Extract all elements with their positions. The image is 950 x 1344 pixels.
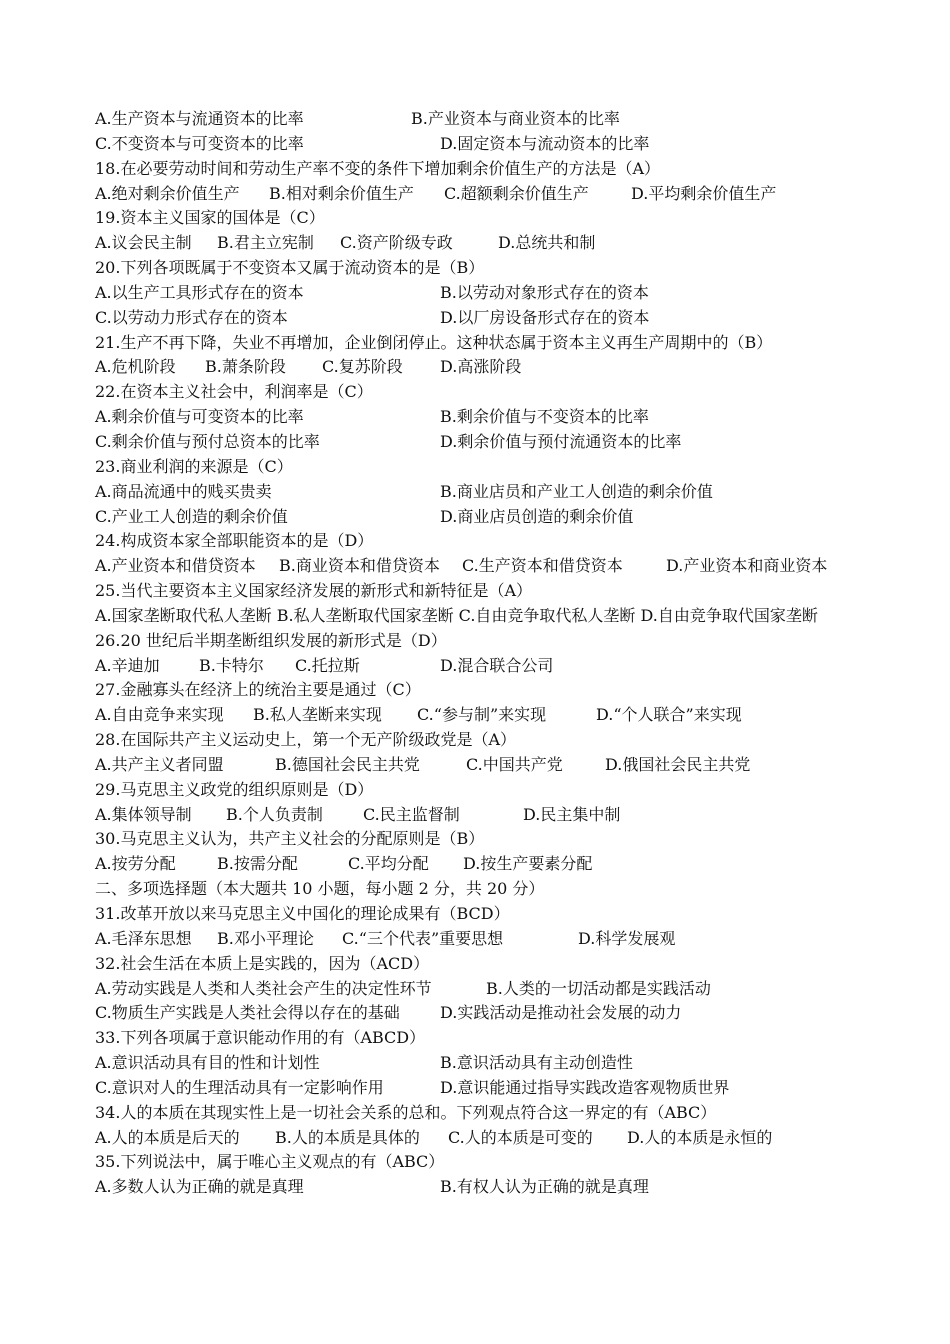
question-text: 33.下列各项属于意识能动作用的有（ABCD） <box>95 1028 426 1048</box>
answer-option: B.德国社会民主共党 <box>275 754 420 774</box>
answer-option: C.民主监督制 <box>363 804 460 824</box>
option-row <box>95 107 865 132</box>
answer-option: A.辛迪加 <box>95 655 160 675</box>
option-row <box>95 430 865 455</box>
answer-option: A.危机阶段 <box>95 357 176 377</box>
answer-option: D.“个人联合”来实现 <box>596 705 742 725</box>
answer-option: A.多数人认为正确的就是真理 <box>95 1177 304 1197</box>
question-text: 27.金融寡头在经济上的统治主要是通过（C） <box>95 680 421 700</box>
answer-option: B.人的本质是具体的 <box>275 1127 420 1147</box>
answer-option: C.资产阶级专政 <box>340 233 453 253</box>
question-text: 22.在资本主义社会中，利润率是（C） <box>95 382 373 402</box>
text-line: 二、多项选择题（本大题共 10 小题，每小题 2 分，共 20 分） <box>95 879 545 899</box>
answer-option: A.以生产工具形式存在的资本 <box>95 282 304 302</box>
option-row <box>95 803 865 828</box>
question-text: 31.改革开放以来马克思主义中国化的理论成果有（BCD） <box>95 904 510 923</box>
answer-option: A.人的本质是后天的 <box>95 1127 240 1147</box>
answer-option: C.产业工人创造的剩余价值 <box>95 506 288 526</box>
option-row <box>95 480 865 505</box>
answer-option: D.意识能通过指导实践改造客观物质世界 <box>440 1077 730 1097</box>
answer-option: A.集体领导制 <box>95 804 192 824</box>
option-row <box>95 927 865 952</box>
question-text: 30.马克思主义认为，共产主义社会的分配原则是（B） <box>95 829 485 849</box>
answer-option: D.固定资本与流动资本的比率 <box>440 133 650 153</box>
answer-option: C.剩余价值与预付总资本的比率 <box>95 431 320 451</box>
text-line: A.国家垄断取代私人垄断 B.私人垄断取代国家垄断 C.自由竞争取代私人垄断 D.自由竞争取代国家垄断 <box>95 605 818 625</box>
answer-option: D.按生产要素分配 <box>463 854 593 874</box>
option-row <box>95 306 865 331</box>
answer-option: B.私人垄断来实现 <box>253 705 382 725</box>
question-text: 29.马克思主义政党的组织原则是（D） <box>95 779 374 799</box>
answer-option: C.物质生产实践是人类社会得以存在的基础 <box>95 1003 400 1023</box>
answer-option: C.中国共产党 <box>466 754 563 774</box>
answer-option: D.总统共和制 <box>498 233 596 253</box>
answer-option: D.民主集中制 <box>523 804 621 824</box>
answer-option: B.邓小平理论 <box>217 928 314 948</box>
answer-option: D.高涨阶段 <box>440 357 522 377</box>
question-text: 25.当代主要资本主义国家经济发展的新形式和新特征是（A） <box>95 581 533 601</box>
answer-option: B.按需分配 <box>217 854 298 874</box>
option-row <box>95 977 865 1002</box>
option-row <box>95 654 865 679</box>
answer-option: B.商业资本和借贷资本 <box>279 556 440 576</box>
question-text: 18.在必要劳动时间和劳动生产率不变的条件下增加剩余价值生产的方法是（A） <box>95 158 661 178</box>
option-row <box>95 852 865 877</box>
answer-option: C.不变资本与可变资本的比率 <box>95 133 304 153</box>
option-row <box>95 355 865 380</box>
answer-option: C.复苏阶段 <box>322 357 403 377</box>
option-row <box>95 1001 865 1026</box>
option-row <box>95 554 865 579</box>
option-row <box>95 405 865 430</box>
answer-option: B.君主立宪制 <box>217 233 314 253</box>
option-row <box>95 231 865 256</box>
answer-option: B.萧条阶段 <box>205 357 286 377</box>
answer-option: B.相对剩余价值生产 <box>269 183 414 203</box>
answer-option: D.剩余价值与预付流通资本的比率 <box>440 431 682 451</box>
answer-option: C.人的本质是可变的 <box>448 1127 593 1147</box>
answer-option: C.“参与制”来实现 <box>417 705 547 725</box>
answer-option: B.卡特尔 <box>199 655 264 675</box>
option-row <box>95 703 865 728</box>
answer-option: D.混合联合公司 <box>440 655 554 675</box>
question-text: 20.下列各项既属于不变资本又属于流动资本的是（B） <box>95 258 485 278</box>
answer-option: C.托拉斯 <box>295 655 360 675</box>
answer-option: C.以劳动力形式存在的资本 <box>95 307 288 327</box>
answer-option: A.议会民主制 <box>95 233 192 253</box>
answer-option: A.劳动实践是人类和人类社会产生的决定性环节 <box>95 978 432 998</box>
question-text: 32.社会生活在本质上是实践的，因为（ACD） <box>95 953 430 973</box>
option-row <box>95 1076 865 1101</box>
answer-option: D.俄国社会民主共党 <box>605 754 751 774</box>
answer-option: C.“三个代表”重要思想 <box>342 928 504 948</box>
answer-option: A.共产主义者同盟 <box>95 754 224 774</box>
answer-option: B.意识活动具有主动创造性 <box>440 1053 633 1073</box>
answer-option: B.个人负责制 <box>226 804 323 824</box>
option-row <box>95 1051 865 1076</box>
answer-option: D.实践活动是推动社会发展的动力 <box>440 1003 682 1023</box>
answer-option: C.平均分配 <box>348 854 429 874</box>
answer-option: B.有权人认为正确的就是真理 <box>440 1177 649 1197</box>
question-text: 34.人的本质在其现实性上是一切社会关系的总和。下列观点符合这一界定的有（ABC） <box>95 1102 717 1122</box>
answer-option: A.按劳分配 <box>95 854 176 874</box>
answer-option: D.以厂房设备形式存在的资本 <box>440 307 650 327</box>
answer-option: C.生产资本和借贷资本 <box>462 556 623 576</box>
answer-option: D.产业资本和商业资本 <box>666 556 828 576</box>
answer-option: A.生产资本与流通资本的比率 <box>95 109 304 128</box>
option-row <box>95 182 865 207</box>
answer-option: A.产业资本和借贷资本 <box>95 556 256 576</box>
option-row <box>95 281 865 306</box>
option-row <box>95 505 865 530</box>
answer-option: A.毛泽东思想 <box>95 928 192 948</box>
answer-option: D.人的本质是永恒的 <box>627 1127 773 1147</box>
question-text: 21.生产不再下降，失业不再增加，企业倒闭停止。这种状态属于资本主义再生产周期中的（B） <box>95 332 773 352</box>
answer-option: C.超额剩余价值生产 <box>444 183 589 203</box>
question-text: 26.20 世纪后半期垄断组织发展的新形式是（D） <box>95 630 447 650</box>
answer-option: D.科学发展观 <box>578 928 676 948</box>
answer-option: A.绝对剩余价值生产 <box>95 183 240 203</box>
option-row <box>95 753 865 778</box>
answer-option: B.人类的一切活动都是实践活动 <box>486 978 711 998</box>
answer-option: A.商品流通中的贱买贵卖 <box>95 481 272 501</box>
question-text: 19.资本主义国家的国体是（C） <box>95 208 325 228</box>
answer-option: C.意识对人的生理活动具有一定影响作用 <box>95 1077 384 1097</box>
option-row <box>95 1126 865 1151</box>
answer-option: D.平均剩余价值生产 <box>631 183 777 203</box>
answer-option: A.自由竞争来实现 <box>95 705 224 725</box>
answer-option: D.商业店员创造的剩余价值 <box>440 506 634 526</box>
answer-option: B.产业资本与商业资本的比率 <box>411 109 620 128</box>
answer-option: A.剩余价值与可变资本的比率 <box>95 407 304 427</box>
option-row <box>95 1175 865 1200</box>
option-row <box>95 132 865 157</box>
question-text: 35.下列说法中，属于唯心主义观点的有（ABC） <box>95 1152 445 1172</box>
answer-option: B.商业店员和产业工人创造的剩余价值 <box>440 481 713 501</box>
document-page <box>95 107 865 1200</box>
question-text: 24.构成资本家全部职能资本的是（D） <box>95 531 374 551</box>
answer-option: B.剩余价值与不变资本的比率 <box>440 407 649 427</box>
answer-option: B.以劳动对象形式存在的资本 <box>440 282 649 302</box>
question-text: 23.商业利润的来源是（C） <box>95 456 293 476</box>
question-text: 28.在国际共产主义运动史上，第一个无产阶级政党是（A） <box>95 730 517 750</box>
answer-option: A.意识活动具有目的性和计划性 <box>95 1053 320 1073</box>
